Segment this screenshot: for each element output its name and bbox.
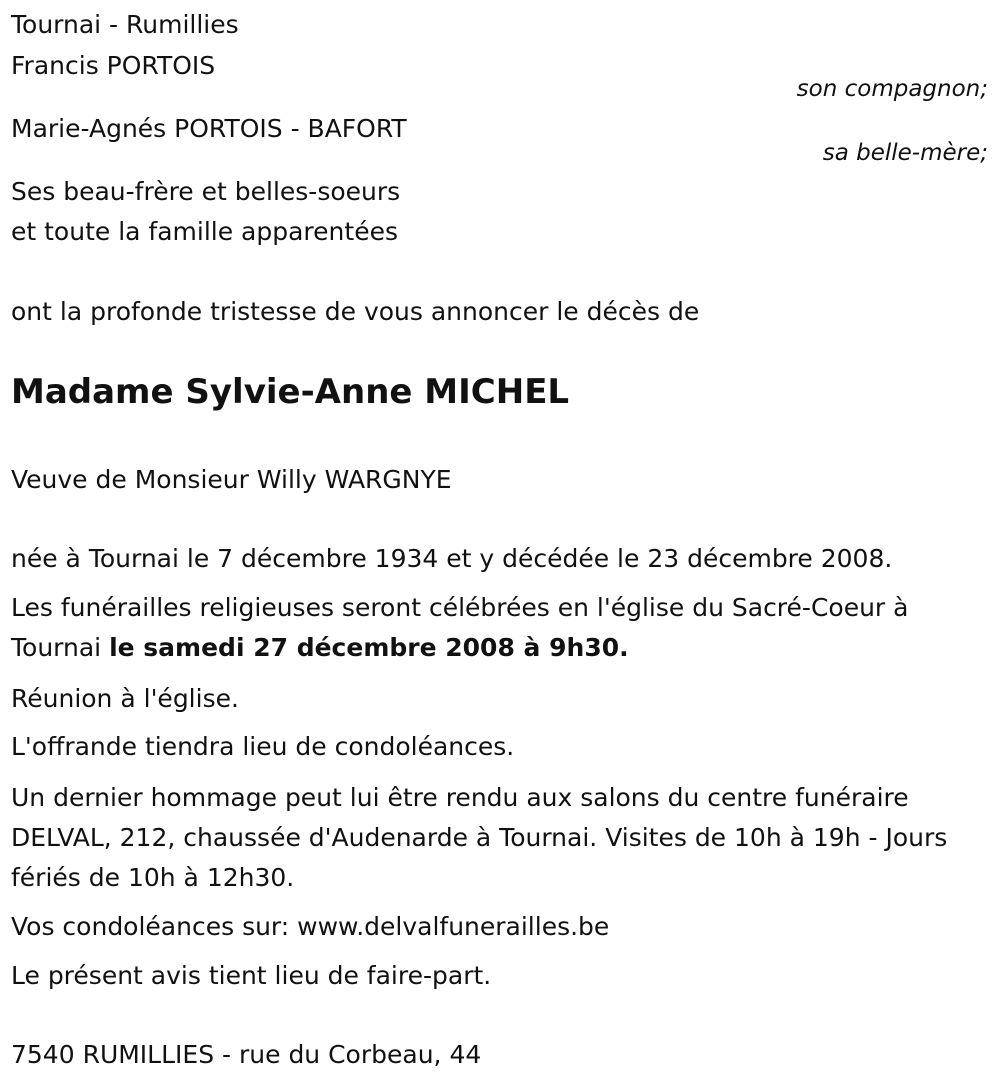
- birth-death-text: née à Tournai le 7 décembre 1934 et y décédée le 23 décembre 2008.: [11, 544, 893, 573]
- funeral-date: le samedi 27 décembre 2008 à 9h30.: [109, 633, 629, 662]
- widow-of-text: Veuve de Monsieur Willy WARGNYE: [11, 465, 452, 494]
- meeting-text: Réunion à l'église.: [11, 684, 239, 713]
- companion-name: Francis PORTOIS: [11, 51, 216, 80]
- place-text: Tournai - Rumillies: [11, 10, 239, 39]
- mother-in-law-relation: sa belle-mère;: [822, 140, 988, 166]
- companion-relation: son compagnon;: [796, 76, 988, 102]
- announcement-text: ont la profonde tristesse de vous annoncer le décès de: [11, 297, 700, 326]
- funeral-paragraph: [11, 588, 989, 668]
- deceased-name: Madame Sylvie-Anne MICHEL: [11, 372, 570, 412]
- family-line-2: et toute la famille apparentées: [11, 217, 398, 246]
- condolences-text: Vos condoléances sur: www.delvalfunerailles.be: [11, 912, 610, 941]
- family-line-1: Ses beau-frère et belles-soeurs: [11, 177, 401, 206]
- address-text: 7540 RUMILLIES - rue du Corbeau, 44: [11, 1040, 482, 1069]
- tribute-paragraph: Un dernier hommage peut lui être rendu aux salons du centre funéraire DELVAL, 212, chaussée d'Audenarde à Tournai. Visites de 10h à 19h - Jours fériés de 10h à 12h30.: [11, 783, 948, 892]
- funeral-text: Les funérailles religieuses seront célébrées en l'église du Sacré-Coeur à Tournai: [11, 593, 909, 662]
- notice-text: Le présent avis tient lieu de faire-part.: [11, 961, 492, 990]
- mother-in-law-name: Marie-Agnés PORTOIS - BAFORT: [11, 114, 407, 143]
- offering-text: L'offrande tiendra lieu de condoléances.: [11, 732, 515, 761]
